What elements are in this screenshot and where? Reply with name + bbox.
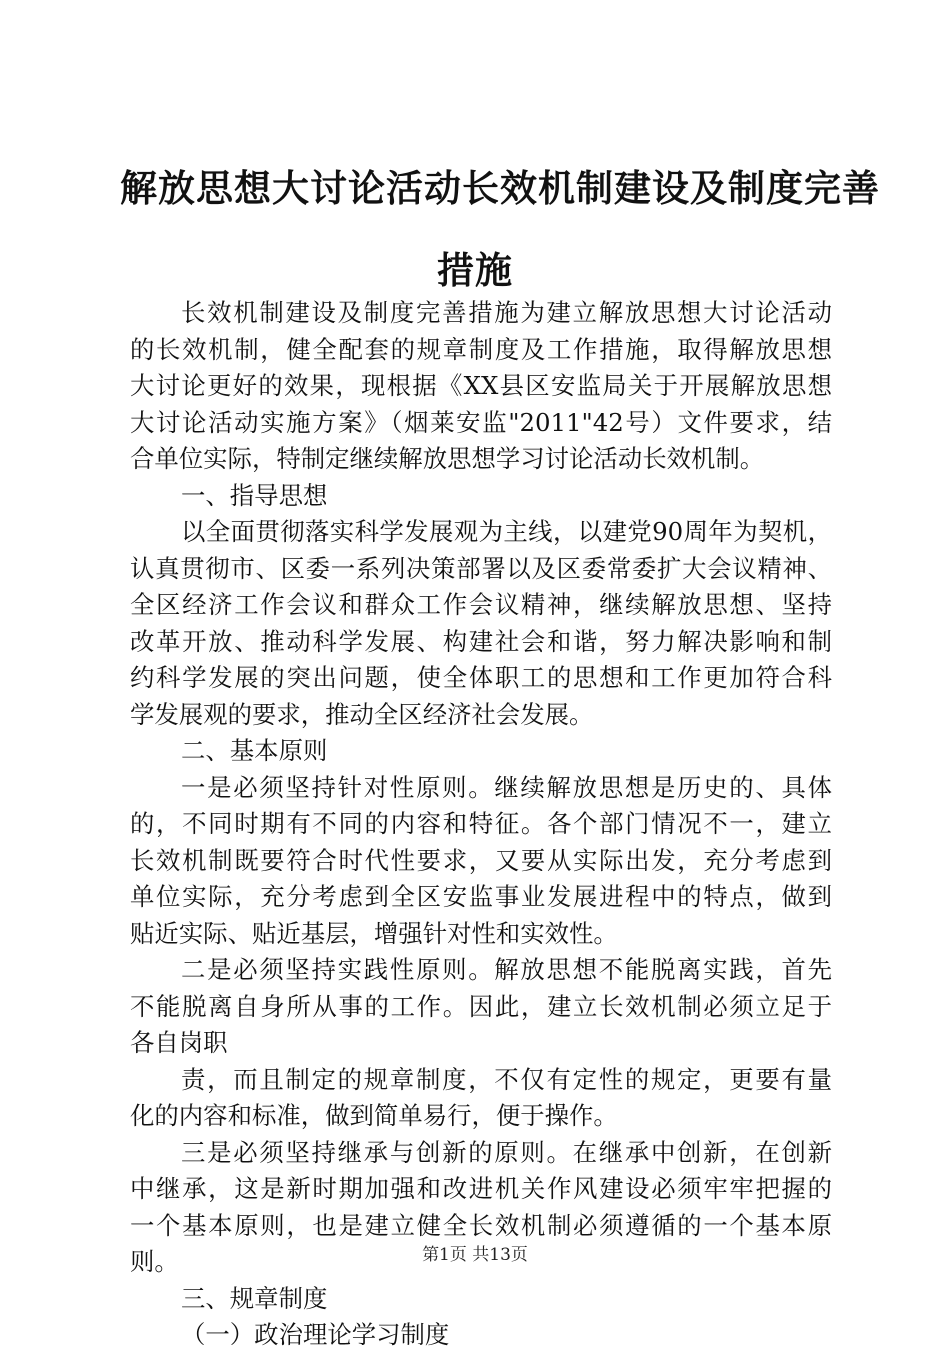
body-text-line: 改革开放、推动科学发展、构建社会和谐，努力解决影响和制 bbox=[130, 626, 832, 656]
body-text-line: 大讨论活动实施方案》（烟莱安监"2011"42号）文件要求，结 bbox=[130, 407, 832, 437]
body-text-line: 不能脱离自身所从事的工作。因此，建立长效机制必须立足于 bbox=[130, 991, 832, 1021]
document-title-line-1: 解放思想大讨论活动长效机制建设及制度完善 bbox=[120, 167, 880, 210]
body-text-line: 二、基本原则 bbox=[181, 736, 328, 765]
body-text-line: 一是必须坚持针对性原则。继续解放思想是历史的、具体 bbox=[181, 772, 832, 802]
body-text-line: 的长效机制，健全配套的规章制度及工作措施，取得解放思想 bbox=[130, 334, 832, 364]
body-text-line: 化的内容和标准，做到简单易行，便于操作。 bbox=[130, 1101, 618, 1130]
body-text-line: 合单位实际，特制定继续解放思想学习讨论活动长效机制。 bbox=[130, 444, 765, 473]
body-text-line: 单位实际，充分考虑到全区安监事业发展进程中的特点，做到 bbox=[130, 882, 832, 911]
body-text-line: 各自岗职 bbox=[130, 1028, 228, 1057]
body-text-line: 责，而且制定的规章制度，不仅有定性的规定，更要有量 bbox=[181, 1064, 832, 1094]
body-text-line: 长效机制既要符合时代性要求，又要从实际出发，充分考虑到 bbox=[130, 845, 832, 875]
body-text-line: （一）政治理论学习制度 bbox=[181, 1320, 450, 1349]
body-text-line: 三、规章制度 bbox=[181, 1283, 328, 1313]
body-text-line: 以全面贯彻落实科学发展观为主线，以建党90周年为契机， bbox=[181, 517, 832, 546]
body-text-line: 二是必须坚持实践性原则。解放思想不能脱离实践，首先 bbox=[181, 955, 832, 984]
body-text-line: 大讨论更好的效果，现根据《XX县区安监局关于开展解放思想 bbox=[130, 371, 832, 400]
body-text-line: 中继承，这是新时期加强和改进机关作风建设必须牢牢把握的 bbox=[130, 1174, 832, 1203]
body-text-line: 长效机制建设及制度完善措施为建立解放思想大讨论活动 bbox=[181, 298, 832, 327]
body-text-line: 全区经济工作会议和群众工作会议精神，继续解放思想、坚持 bbox=[130, 590, 832, 619]
body-text-line: 的，不同时期有不同的内容和特征。各个部门情况不一，建立 bbox=[130, 809, 832, 838]
body-text-line: 学发展观的要求，推动全区经济社会发展。 bbox=[130, 699, 594, 729]
body-text-line: 三是必须坚持继承与创新的原则。在继承中创新，在创新 bbox=[181, 1137, 832, 1167]
body-text-line: 则。 bbox=[130, 1247, 179, 1276]
body-text-line: 认真贯彻市、区委一系列决策部署以及区委常委扩大会议精神、 bbox=[130, 553, 832, 583]
body-text-line: 一、指导思想 bbox=[181, 480, 328, 510]
body-text-line: 一个基本原则，也是建立健全长效机制必须遵循的一个基本原 bbox=[130, 1210, 832, 1240]
document-title-line-2: 措施 bbox=[437, 249, 513, 292]
page-footer: 第1页 共13页 bbox=[422, 1245, 528, 1265]
document-body bbox=[130, 295, 832, 1354]
body-text-line: 贴近实际、贴近基层，增强针对性和实效性。 bbox=[130, 918, 618, 948]
body-text-line: 约科学发展的突出问题，使全体职工的思想和工作更加符合科 bbox=[130, 663, 832, 692]
